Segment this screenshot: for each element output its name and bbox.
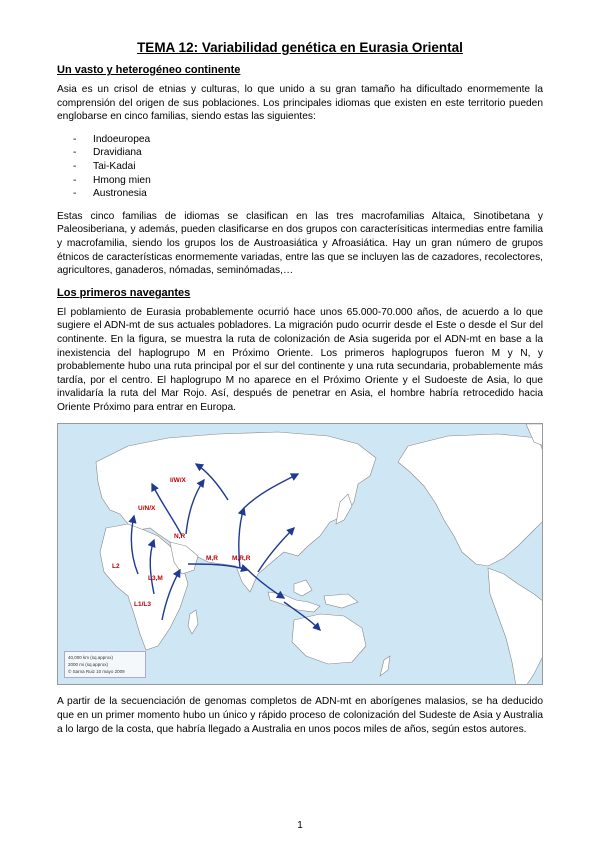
page-title: TEMA 12: Variabilidad genética en Eurasia Oriental	[137, 40, 463, 55]
map-label: N,R	[174, 533, 186, 541]
list-item: - Indoeuropea	[73, 133, 151, 145]
map-label: M,R	[206, 555, 218, 563]
landmass-madagascar	[188, 610, 198, 634]
section-heading-continente: Un vasto y heterogéneo continente	[57, 64, 241, 76]
migration-map	[57, 423, 543, 685]
document-page	[57, 40, 543, 745]
language-family-list	[57, 133, 543, 201]
map-label: L3,M	[148, 575, 163, 583]
map-label: U/N/X	[138, 505, 156, 513]
landmass-borneo	[294, 580, 312, 596]
paragraph-intro: Asia es un crisol de etnias y culturas, lo que unido a su gran tamaño ha dificultado enormemente la comprensión del origen de sus poblaciones. Los principales idiomas que existen en este territorio pueden englobarse en cinco familias, siendo estas las siguientes:	[57, 84, 543, 123]
list-item: - Austronesia	[73, 188, 147, 200]
map-label: I/W/X	[170, 477, 186, 485]
list-item: - Dravidiana	[73, 147, 142, 159]
list-item: - Hmong mien	[73, 174, 151, 186]
page-number: 1	[297, 820, 303, 831]
landmass-south-america	[488, 568, 543, 685]
map-label: M,R,R	[232, 555, 251, 563]
map-legend: 40,000 km (sq.approx) 2000 mi (sq.approx) © Sarna Ruiz 10 mayo 2009	[64, 651, 146, 678]
paragraph-malasios: A partir de la secuenciación de genomas completos de ADN-mt en aborígenes malasios, se ha deducido que en un primer momento hubo un único y rápido proceso de colonización del Sudeste de Asia y Australia a lo largo de la costa, que habría llegado a Australia en unos pocos miles de años, según estos autores.	[57, 696, 543, 735]
landmass-newguinea	[324, 594, 358, 608]
paragraph-poblamiento: El poblamiento de Eurasia probablemente ocurrió hace unos 65.000-70.000 años, de acuerdo a lo que sugiere el ADN-mt de sus actuales pobladores. La migración pudo ocurrir desde el Este o desde el Sur del continente. En la figura, se muestra la ruta de colonización de Asia sugerida por el ADN-mt en base a la inexistencia del haplogrupo M en Próximo Oriente. Los primeros haplogrupos fueron M y N, y probablemente hubo una ruta principal por el sur del continente y una ruta secundaria, probablemente más tardía, por el centro. El haplogrupo M no aparece en el Próximo Oriente y el Sudoeste de Asia, lo que invalidaría la ruta del Mar Rojo. Así, después de penetrar en Asia, el hombre habría retrocedido hacia Oriente Próximo para entrar en Europa.	[57, 306, 543, 413]
list-item: - Tai-Kadai	[73, 160, 136, 172]
map-label: L2	[112, 563, 120, 571]
map-label: L1/L3	[134, 601, 151, 609]
section-heading-navegantes: Los primeros navegantes	[57, 286, 191, 299]
landmass-australia	[292, 614, 366, 664]
world-map-svg	[58, 424, 543, 685]
landmass-north-america	[398, 434, 543, 566]
paragraph-macrofamilias: Estas cinco familias de idiomas se clasifican en las tres macrofamilias Altaica, Sinotibetana y Paleosiberiana, y además, pueden clasificarse en dos grupos con caracterísiticas intermedias entre familia y macrofamilia, siendo los grupos los de Austroasiática y Afroasiática. Hay un gran número de grupos étnicos de características enormemente variadas, entre las que se incluyen las de cazadores, recolectores, agricultores, ganaderos, nómadas, seminómadas,…	[57, 210, 543, 277]
landmass-newzealand	[380, 656, 390, 676]
